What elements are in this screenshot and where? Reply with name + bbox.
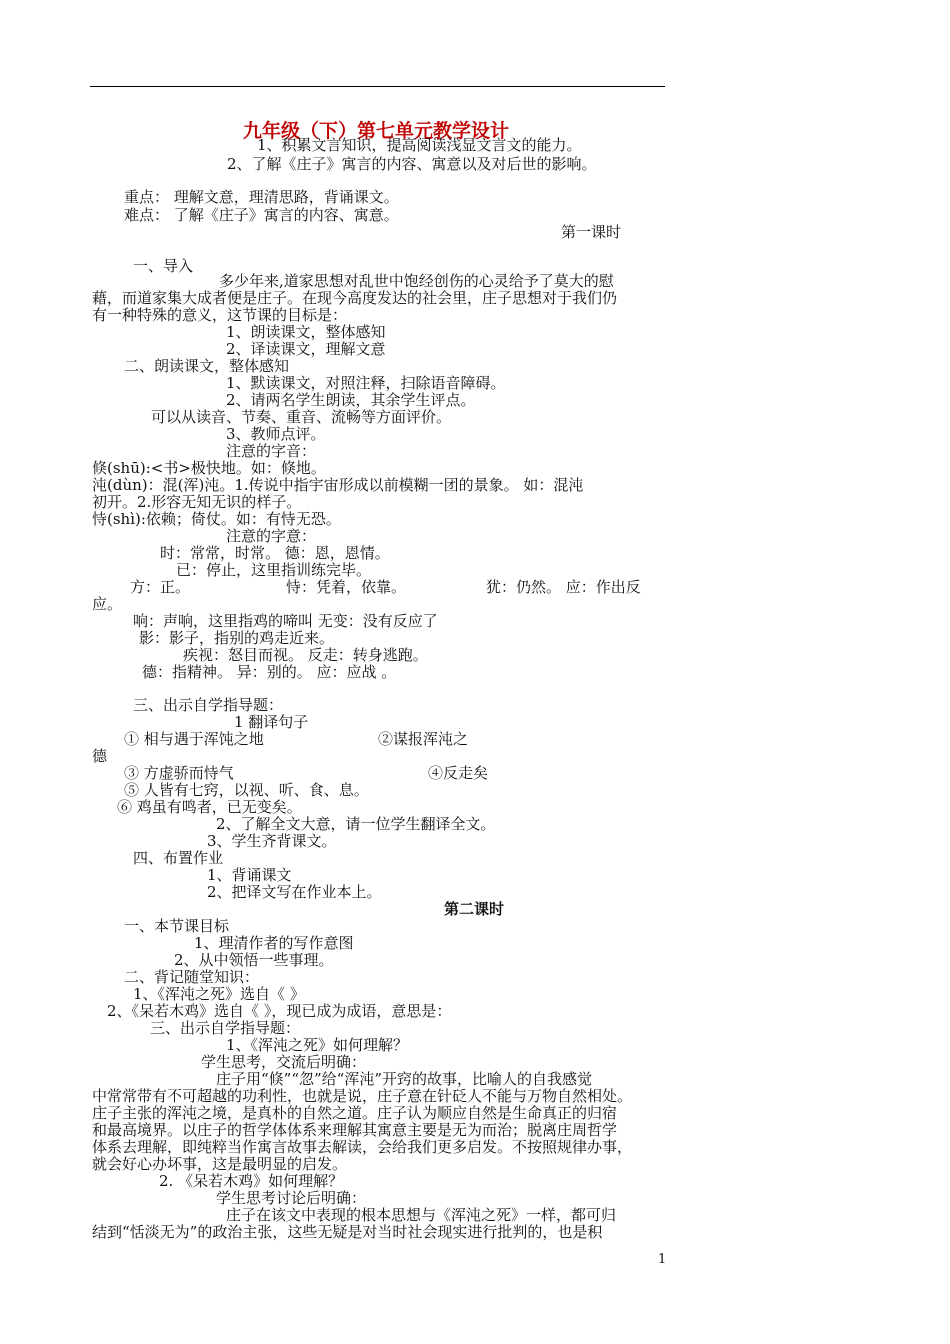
- text-line: 1、理清作者的写作意图: [194, 934, 354, 952]
- text-line: 中常常带有不可超越的功利性，也就是说，庄子意在针砭人不能与万物自然相处。: [92, 1087, 633, 1105]
- text-line: 三、出示自学指导题：: [150, 1019, 301, 1037]
- document-title: 九年级（下）第七单元教学设计: [243, 120, 510, 142]
- text-line: 和最高境界。以庄子的哲学体体系来理解其寓意主要是无为而治；脱离庄周哲学: [92, 1121, 618, 1139]
- text-line: 体系去理解，即纯粹当作寓言故事去解读，会给我们更多启发。不按照规律办事，: [92, 1138, 633, 1156]
- text-line: 响：声响，这里指鸡的啼叫 无变：没有反应了: [133, 612, 438, 630]
- text-line: 学生思考讨论后明确：: [216, 1189, 367, 1207]
- text-line: 疾视：怒目而视。 反走：转身逃跑。: [183, 646, 428, 664]
- text-line: 应。: [92, 595, 123, 613]
- text-line: 1、积累文言知识，提高阅读浅显文言文的能力。: [257, 136, 582, 154]
- text-line: 第二课时: [444, 900, 505, 918]
- text-line: 3、教师点评。: [226, 425, 326, 443]
- text-line: ⑥ 鸡虽有鸣者，已无变矣。: [117, 798, 302, 816]
- text-line: 一、本节课目标: [124, 917, 230, 935]
- text-line: 2、了解全文大意，请一位学生翻译全文。: [216, 815, 496, 833]
- page-number: 1: [658, 1252, 667, 1267]
- text-line: 1、背诵课文: [207, 866, 292, 884]
- text-line: 藉，而道家集大成者便是庄子。在现今高度发达的社会里，庄子思想对于我们仍: [92, 289, 618, 307]
- text-line: 有一种特殊的意义，这节课的目标是：: [92, 306, 348, 324]
- text-line: 德: [92, 747, 108, 765]
- text-line: 1、《浑沌之死》如何理解？: [226, 1036, 409, 1054]
- text-line: 庄子主张的浑沌之境，是真朴的自然之道。庄子认为顺应自然是生命真正的归宿: [92, 1104, 618, 1122]
- text-line: 1、《浑沌之死》选自《 》: [133, 985, 305, 1003]
- text-line: 多少年来,道家思想对乱世中饱经创伤的心灵给予了莫大的慰: [219, 272, 614, 290]
- text-line: 影：影子，指别的鸡走近来。: [139, 629, 335, 647]
- text-line: 注意的字意：: [226, 527, 317, 545]
- text-line: ③ 方虚骄而恃气: [124, 764, 234, 782]
- text-line: 就会好心办坏事，这是最明显的启发。: [92, 1155, 348, 1173]
- text-line: 1 翻译句子: [234, 713, 309, 731]
- text-line: 恃(shì):依赖；倚仗。如：有恃无恐。: [92, 510, 341, 528]
- text-line: 恃：凭着，依靠。: [286, 578, 407, 596]
- text-line: 已：停止，这里指训练完毕。: [176, 561, 372, 579]
- text-line: 结到“恬淡无为”的政治主张，这些无疑是对当时社会现实进行批判的，也是积: [92, 1223, 603, 1241]
- text-line: 方：正。: [130, 578, 191, 596]
- text-line: 1、默读课文，对照注释，扫除语音障碍。: [226, 374, 506, 392]
- text-line: 一、导入: [133, 257, 194, 275]
- text-line: 庄子用“倏”“忽”给“浑沌”开窍的故事，比喻人的自我感觉: [216, 1070, 593, 1088]
- text-line: ① 相与遇于浑饨之地: [124, 730, 264, 748]
- text-line: 2、了解《庄子》寓言的内容、寓意以及对后世的影响。: [227, 155, 597, 173]
- header-rule: [90, 86, 665, 87]
- text-line: 1、朗读课文，整体感知: [226, 323, 386, 341]
- text-line: 可以从读音、节奏、重音、流畅等方面评价。: [151, 408, 452, 426]
- text-line: 三、出示自学指导题：: [133, 696, 284, 714]
- text-line: 2、请两名学生朗读，其余学生评点。: [226, 391, 476, 409]
- text-line: 二、背记随堂知识：: [124, 968, 260, 986]
- text-line: 犹：仍然。 应：作出反: [486, 578, 641, 596]
- text-line: 重点： 理解文意，理清思路，背诵课文。: [124, 188, 399, 206]
- text-line: ②谋报浑沌之: [378, 730, 469, 748]
- text-line: 2、从中领悟一些事理。: [174, 951, 334, 969]
- text-line: 时：常常，时常。 德：恩，恩情。: [160, 544, 390, 562]
- text-line: 庄子在该文中表现的根本思想与《浑沌之死》一样，都可归: [226, 1206, 617, 1224]
- text-line: 学生思考，交流后明确：: [201, 1053, 367, 1071]
- text-line: 2、《呆若木鸡》选自《 》，现已成为成语，意思是：: [107, 1002, 452, 1020]
- text-line: ④反走矣: [428, 764, 489, 782]
- text-line: 难点： 了解《庄子》寓言的内容、寓意。: [124, 206, 399, 224]
- text-line: 初开。2.形容无知无识的样子。: [92, 493, 302, 511]
- text-line: 3、学生齐背课文。: [207, 832, 337, 850]
- text-line: 德：指精神。 异：别的。 应：应战 。: [142, 663, 397, 681]
- text-line: 2、译读课文，理解文意: [226, 340, 386, 358]
- text-line: ⑤ 人皆有七窍，以视、听、食、息。: [124, 781, 369, 799]
- text-line: 倏(shū):<书>极快地。如：倏地。: [92, 459, 326, 477]
- text-line: 沌(dùn)：混(浑)沌。1.传说中指宇宙形成以前模糊一团的景象。 如：混沌: [92, 476, 584, 494]
- text-line: 2、把译文写在作业本上。: [207, 883, 382, 901]
- text-line: 二、朗读课文，整体感知: [124, 357, 290, 375]
- text-line: 四、布置作业: [133, 849, 224, 867]
- text-line: 注意的字音：: [226, 442, 317, 460]
- text-line: 第一课时: [561, 223, 622, 241]
- text-line: 2. 《呆若木鸡》如何理解？: [159, 1172, 344, 1190]
